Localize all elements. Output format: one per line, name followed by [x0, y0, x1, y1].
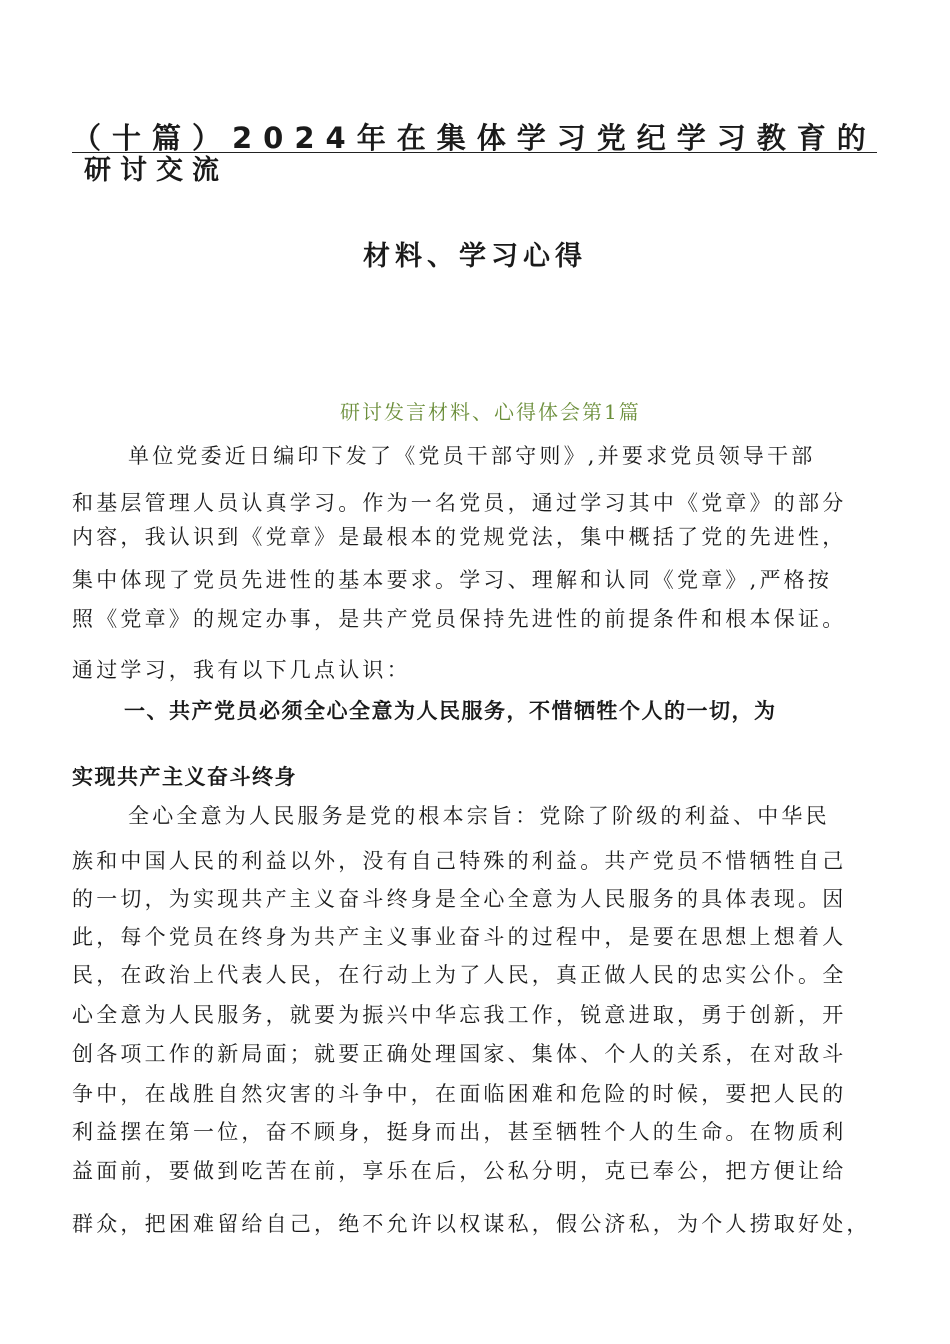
- body-line: 集中体现了党员先进性的基本要求。学习、理解和认同《党章》,严格按: [72, 568, 833, 592]
- body-line: 和基层管理人员认真学习。作为一名党员，通过学习其中《党章》的部分: [72, 491, 847, 515]
- section-heading: 一、共产党员必须全心全意为人民服务，不惜牺牲个人的一切，为: [124, 699, 777, 723]
- document-title-continued: 研讨交流: [84, 155, 228, 186]
- body-line: 的一切，为实现共产主义奋斗终身是全心全意为人民服务的具体表现。因: [72, 887, 847, 911]
- body-line: 心全意为人民服务，就要为振兴中华忘我工作，锐意进取，勇于创新，开: [72, 1003, 847, 1027]
- body-line: 争中，在战胜自然灾害的斗争中，在面临困难和危险的时候，要把人民的: [72, 1082, 847, 1106]
- body-line: 单位党委近日编印下发了《党员干部守则》,并要求党员领导干部: [128, 444, 816, 468]
- section-heading-continued: 实现共产主义奋斗终身: [72, 765, 297, 789]
- body-line: 此，每个党员在终身为共产主义事业奋斗的过程中，是要在思想上想着人: [72, 925, 847, 949]
- body-line: 益面前，要做到吃苦在前，享乐在后，公私分明，克已奉公，把方便让给: [72, 1159, 847, 1183]
- document-title: （十篇）2024年在集体学习党纪学习教育的: [72, 121, 877, 155]
- body-line: 利益摆在第一位，奋不顾身，挺身而出，甚至牺牲个人的生命。在物质利: [72, 1120, 847, 1144]
- section-label: 研讨发言材料、心得体会第1篇: [340, 400, 641, 424]
- body-line: 全心全意为人民服务是党的根本宗旨：党除了阶级的利益、中华民: [128, 804, 830, 828]
- document-subtitle: 材料、学习心得: [363, 241, 587, 272]
- body-line: 民，在政治上代表人民，在行动上为了人民，真正做人民的忠实公仆。全: [72, 963, 847, 987]
- body-line: 内容，我认识到《党章》是最根本的党规党法，集中概括了党的先进性，: [72, 525, 847, 549]
- body-line: 群众，把困难留给自己，绝不允许以权谋私，假公济私，为个人捞取好处，: [72, 1212, 871, 1236]
- body-line: 族和中国人民的利益以外，没有自己特殊的利益。共产党员不惜牺牲自己: [72, 849, 847, 873]
- body-line: 创各项工作的新局面；就要正确处理国家、集体、个人的关系，在对敌斗: [72, 1042, 847, 1066]
- body-line: 照《党章》的规定办事，是共产党员保持先进性的前提条件和根本保证。: [72, 607, 847, 631]
- body-line: 通过学习，我有以下几点认识：: [72, 658, 411, 682]
